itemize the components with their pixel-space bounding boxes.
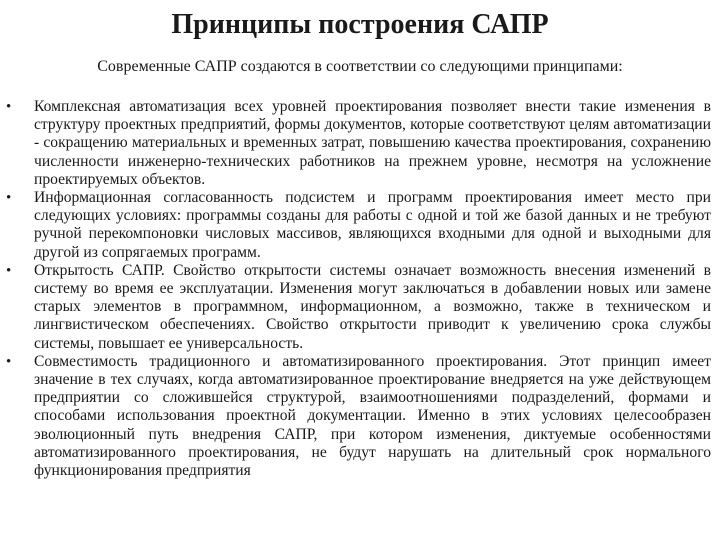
bullet-icon: •	[6, 353, 12, 370]
bullet-icon: •	[6, 262, 12, 279]
list-item	[6, 353, 711, 480]
slide-title: Принципы построения САПР	[171, 9, 549, 40]
list-item-text: Комплексная автоматизация всех уровней проектирования позволяет внести такие изменения в структуру проектных предприятий, формы документов, которые соответствуют целям автоматизации - сокращению материальных и временных затрат, повышению качества проектирования, сохранению численности инженерно-технических работников на прежнем уровне, несмотря на усложнение проектируемых объектов.	[34, 98, 711, 188]
list-item-text: Информационная согласованность подсистем и программ проектирования имеет место при следующих условиях: программы созданы для работы с одной и той же базой данных и не требуют ручной перекомпоновки числовых массивов, являющихся входными для одной и выходными для другой из сопрягаемых программ.	[34, 189, 711, 261]
bullet-icon: •	[6, 190, 12, 207]
bullet-icon: •	[6, 99, 12, 115]
principles-list	[6, 98, 711, 480]
list-item	[6, 262, 711, 353]
slide-subtitle: Современные САПР создаются в соответствии со следующими принципами:	[97, 58, 623, 75]
list-item	[6, 189, 711, 262]
list-item-text: Открытость САПР. Свойство открытости системы означает возможность внесения изменений в систему во время ее эксплуатации. Изменения могут заключаться в добавлении новых или замене старых элементов в программном, информационном, а возможно, также в техническом и лингвистическом обеспечениях. Свойство открытости приводит к увеличению срока службы системы, повышает ее универсальность.	[34, 261, 711, 352]
list-item	[6, 98, 711, 189]
list-item-text: Совместимость традиционного и автоматизированного проектирования. Этот принцип имеет значение в тех случаях, когда автоматизированное проектирование внедряется на уже действующем предприятии со сложившейся структурой, взаимоотношениями подразделений, формами и способами использования проектной документации. Именно в этих условиях целесообразен эволюционный путь внедрения САПР, при котором изменения, диктуемые особенностями автоматизированного проектирования, не будут нарушать на длительный срок нормального функционирования предприятия	[34, 352, 711, 480]
